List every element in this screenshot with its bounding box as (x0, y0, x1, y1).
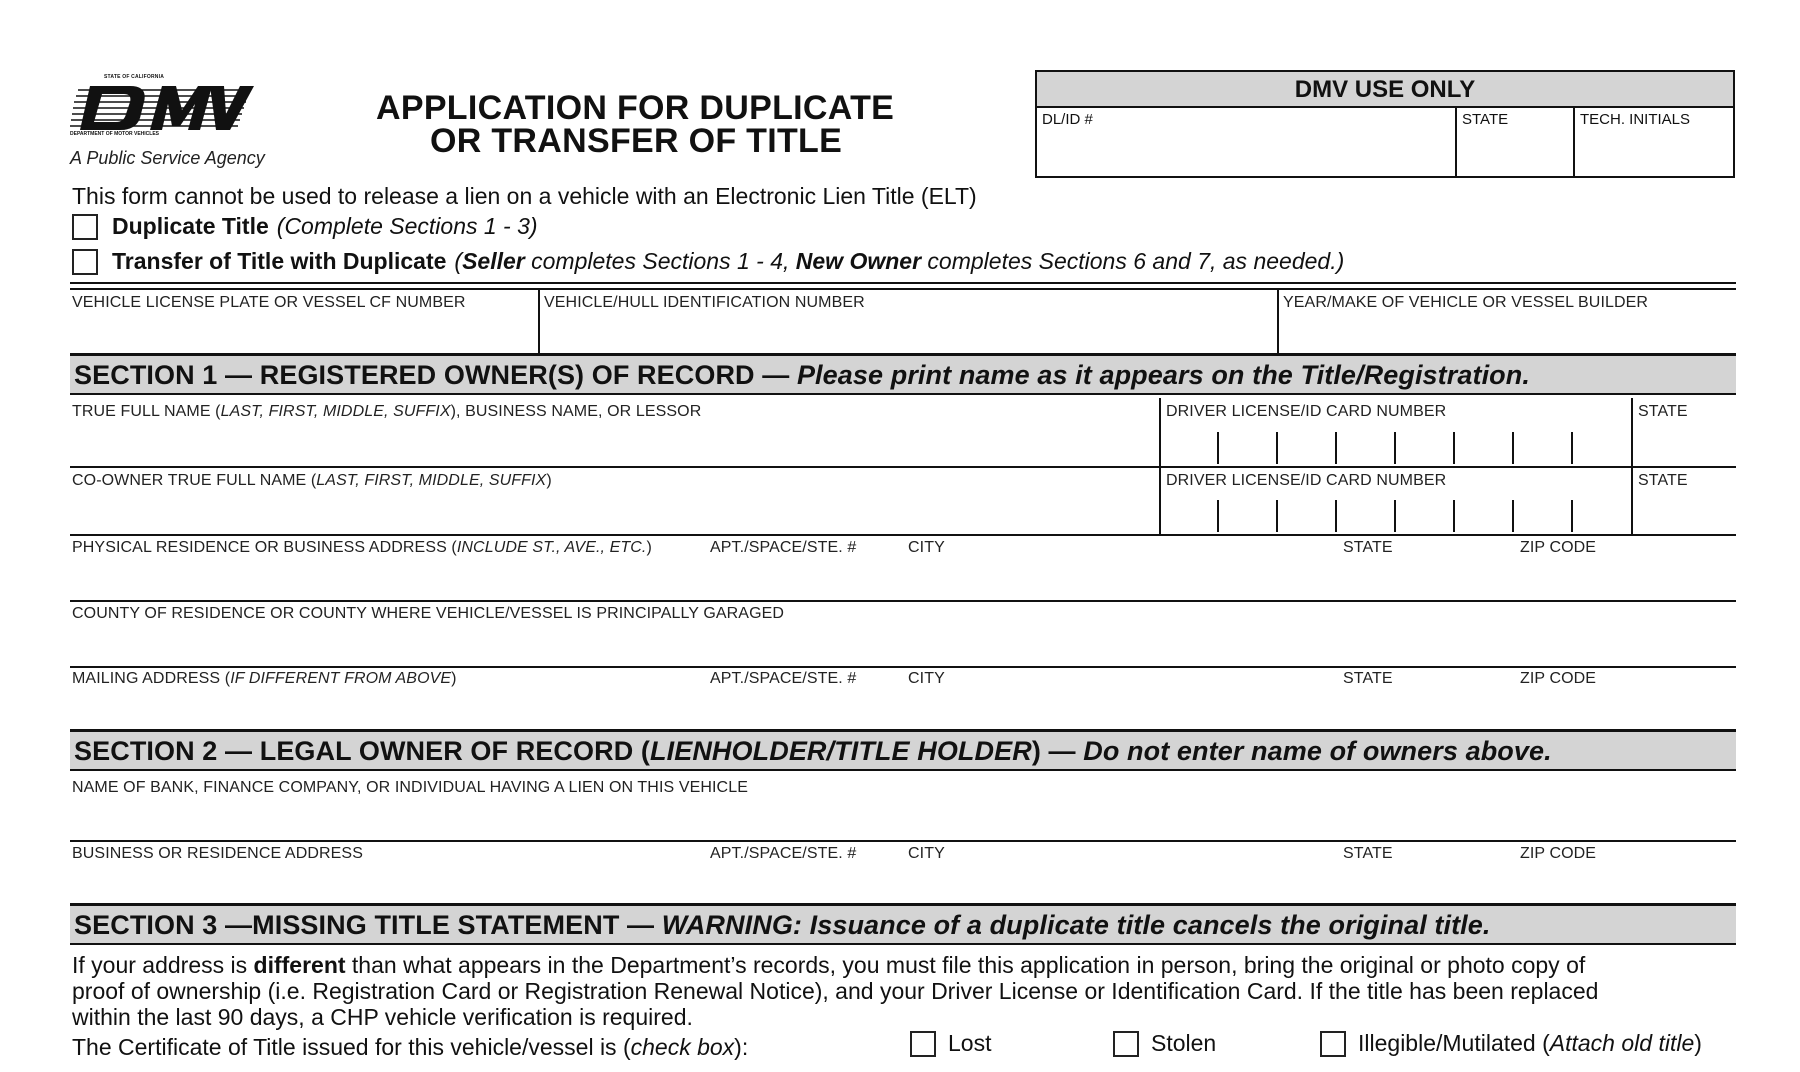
address-label-italic: INCLUDE ST., AVE., ETC. (456, 539, 647, 556)
stolen-checkbox[interactable] (1113, 1031, 1139, 1057)
dl-digit-tick (1394, 500, 1396, 532)
transfer-title-checkbox[interactable] (72, 249, 98, 275)
zip-label: ZIP CODE (1520, 539, 1597, 556)
section-2-instruction: Do not enter name of owners above. (1083, 736, 1552, 766)
dmv-tech-initials-field[interactable] (1573, 108, 1735, 178)
address-label-a: PHYSICAL RESIDENCE OR BUSINESS ADDRESS ( (72, 539, 457, 556)
dmv-tech-initials-label: TECH. INITIALS (1580, 111, 1691, 128)
cert-prompt-italic: check box (630, 1034, 735, 1060)
section-1-title: SECTION 1 — REGISTERED OWNER(S) OF RECORD — (74, 360, 797, 390)
instruction-line-2: proof of ownership (i.e. Registration Card or Registration Renewal Notice), and your Driver License or Identification Card. If the title has been replaced (72, 978, 1599, 1004)
mailing-label-b: ) (451, 670, 457, 687)
dl-digit-tick (1276, 432, 1278, 464)
dmv-state-label: STATE (1462, 111, 1509, 128)
section-1-instruction: Please print name as it appears on the Title/Registration. (796, 360, 1530, 390)
city-label: CITY (908, 539, 945, 556)
section-2-title-italic: LIENHOLDER/TITLE HOLDER (650, 736, 1032, 766)
dl-digit-tick (1571, 500, 1573, 532)
cert-prompt-b: ): (734, 1034, 749, 1060)
mailing-label-a: MAILING ADDRESS ( (72, 670, 231, 687)
cert-prompt-a: The Certificate of Title issued for this vehicle/vessel is ( (72, 1034, 631, 1060)
duplicate-title-note: (Complete Sections 1 - 3) (276, 213, 538, 239)
dl-digit-tick (1217, 500, 1219, 532)
transfer-title-option (72, 248, 1344, 275)
transfer-new-owner: New Owner (795, 248, 922, 274)
county-label: COUNTY OF RESIDENCE OR COUNTY WHERE VEHICLE/VESSEL IS PRINCIPALLY GARAGED (72, 605, 785, 622)
coowner-state-label: STATE (1638, 472, 1688, 489)
divider (70, 666, 1736, 668)
coowner-label-a: CO-OWNER TRUE FULL NAME ( (72, 472, 317, 489)
duplicate-title-label: Duplicate Title (112, 213, 269, 239)
physical-address-input[interactable] (72, 560, 1734, 598)
owner-name-label (72, 403, 701, 421)
instruction-line-1 (72, 952, 1736, 978)
dmv-logo (70, 74, 260, 140)
apt-label: APT./SPACE/STE. # (710, 539, 857, 556)
coowner-label-italic: LAST, FIRST, MIDDLE, SUFFIX (316, 472, 547, 489)
section-2-title-b: ) — (1031, 736, 1084, 766)
section-3-instructions (72, 952, 1736, 1030)
physical-address-label (72, 539, 652, 557)
section-3-warning: WARNING: Issuance of a duplicate title cancels the original title. (661, 910, 1491, 940)
illegible-label: Illegible/Mutilated ( (1358, 1030, 1550, 1056)
lienholder-name-label: NAME OF BANK, FINANCE COMPANY, OR INDIVIDUAL HAVING A LIEN ON THIS VEHICLE (72, 779, 748, 796)
coowner-label-b: ) (546, 472, 552, 489)
year-make-input[interactable] (1281, 314, 1734, 352)
coowner-dl-label: DRIVER LICENSE/ID CARD NUMBER (1166, 472, 1447, 489)
owner-name-input[interactable] (72, 424, 1156, 464)
option-stolen (1113, 1030, 1216, 1057)
dmv-use-only-box (1035, 70, 1735, 178)
duplicate-title-option (72, 213, 538, 240)
dmv-use-only-heading: DMV USE ONLY (1037, 72, 1733, 108)
instruction-line-3: within the last 90 days, a CHP vehicle verification is required. (72, 1004, 693, 1030)
divider (70, 600, 1736, 602)
address-state-label: STATE (1343, 539, 1393, 556)
dl-digit-tick (1512, 432, 1514, 464)
divider (70, 288, 1736, 290)
owner-dl-label: DRIVER LICENSE/ID CARD NUMBER (1166, 403, 1447, 420)
dmv-dl-id-field[interactable] (1037, 108, 1455, 178)
dmv-dl-id-label: DL/ID # (1042, 111, 1093, 128)
dl-digit-tick (1571, 432, 1573, 464)
mailing-apt-label: APT./SPACE/STE. # (710, 670, 857, 687)
year-make-label: YEAR/MAKE OF VEHICLE OR VESSEL BUILDER (1283, 294, 1649, 311)
mailing-city-label: CITY (908, 670, 945, 687)
certificate-status-prompt (72, 1034, 748, 1061)
owner-name-label-a: TRUE FULL NAME ( (72, 403, 221, 420)
divider (1277, 290, 1279, 354)
county-input[interactable] (72, 626, 1734, 664)
illegible-checkbox[interactable] (1320, 1031, 1346, 1057)
divider (70, 840, 1736, 842)
section-2-heading (70, 729, 1736, 771)
mailing-zip-label: ZIP CODE (1520, 670, 1597, 687)
coowner-dl-input[interactable] (1162, 492, 1630, 532)
instruction-line-1-b: than what appears in the Department’s records, you must file this application in person, bring the original or photo copy of (345, 952, 1586, 978)
logo-department-text: DEPARTMENT OF MOTOR VEHICLES (70, 131, 159, 137)
form-title-line-1: APPLICATION FOR DUPLICATE (376, 89, 895, 127)
mailing-state-label: STATE (1343, 670, 1393, 687)
dl-digit-tick (1453, 500, 1455, 532)
divider (538, 290, 540, 354)
owner-state-label: STATE (1638, 403, 1688, 420)
option-illegible (1320, 1030, 1702, 1057)
lost-checkbox[interactable] (910, 1031, 936, 1057)
stolen-label: Stolen (1151, 1030, 1217, 1056)
section-1-heading (70, 353, 1736, 395)
mailing-address-input[interactable] (72, 690, 1734, 726)
coowner-name-input[interactable] (72, 492, 1156, 532)
divider (70, 466, 1736, 468)
lienholder-zip-label: ZIP CODE (1520, 845, 1597, 862)
illegible-note: Attach old title (1549, 1030, 1695, 1056)
divider (1159, 398, 1161, 536)
owner-state-input[interactable] (1636, 424, 1734, 464)
section-2-title-a: SECTION 2 — LEGAL OWNER OF RECORD ( (74, 736, 651, 766)
divider (1631, 398, 1633, 536)
divider (70, 534, 1736, 536)
dl-digit-tick (1217, 432, 1219, 464)
lienholder-apt-label: APT./SPACE/STE. # (710, 845, 857, 862)
transfer-title-label: Transfer of Title with Duplicate (112, 248, 447, 274)
transfer-note-open: ( (454, 248, 463, 274)
coowner-name-label (72, 472, 552, 490)
plate-label: VEHICLE LICENSE PLATE OR VESSEL CF NUMBER (72, 294, 466, 311)
owner-name-label-b: ), BUSINESS NAME, OR LESSOR (450, 403, 702, 420)
plate-input[interactable] (72, 314, 536, 352)
dl-digit-tick (1276, 500, 1278, 532)
vin-input[interactable] (542, 314, 1275, 352)
address-label-b: ) (646, 539, 652, 556)
divider (70, 282, 1736, 284)
dl-digit-tick (1512, 500, 1514, 532)
transfer-seller: Seller (462, 248, 525, 274)
owner-dl-input[interactable] (1162, 424, 1630, 464)
coowner-state-input[interactable] (1636, 492, 1734, 532)
elt-notice: This form cannot be used to release a lien on a vehicle with an Electronic Lien Title (ELT) (72, 183, 977, 209)
instruction-emphasis: different (253, 952, 346, 978)
instruction-line-1-a: If your address is (72, 952, 254, 978)
dl-digit-tick (1335, 500, 1337, 532)
agency-tagline: A Public Service Agency (70, 148, 265, 168)
section-3-title: SECTION 3 —MISSING TITLE STATEMENT — (74, 910, 662, 940)
lienholder-name-input[interactable] (72, 800, 1734, 838)
dl-digit-tick (1453, 432, 1455, 464)
duplicate-title-checkbox[interactable] (72, 214, 98, 240)
lienholder-address-input[interactable] (72, 866, 1734, 902)
lost-label: Lost (948, 1030, 992, 1056)
lienholder-address-label: BUSINESS OR RESIDENCE ADDRESS (72, 845, 363, 862)
logo-state-text: STATE OF CALIFORNIA (104, 74, 164, 80)
transfer-note-mid: completes Sections 1 - 4, (524, 248, 796, 274)
transfer-note-end: completes Sections 6 and 7, as needed.) (921, 248, 1345, 274)
form-title-line-2: OR TRANSFER OF TITLE (430, 122, 843, 160)
mailing-address-label (72, 670, 457, 688)
illegible-close: ) (1694, 1030, 1702, 1056)
form-title (372, 89, 912, 160)
vin-label: VEHICLE/HULL IDENTIFICATION NUMBER (544, 294, 865, 311)
lienholder-city-label: CITY (908, 845, 945, 862)
option-lost (910, 1030, 991, 1057)
owner-name-label-italic: LAST, FIRST, MIDDLE, SUFFIX (220, 403, 451, 420)
dmv-state-field[interactable] (1455, 108, 1573, 178)
mailing-label-italic: IF DIFFERENT FROM ABOVE (230, 670, 452, 687)
lienholder-state-label: STATE (1343, 845, 1393, 862)
dl-digit-tick (1335, 432, 1337, 464)
section-3-heading (70, 903, 1736, 945)
dl-digit-tick (1394, 432, 1396, 464)
